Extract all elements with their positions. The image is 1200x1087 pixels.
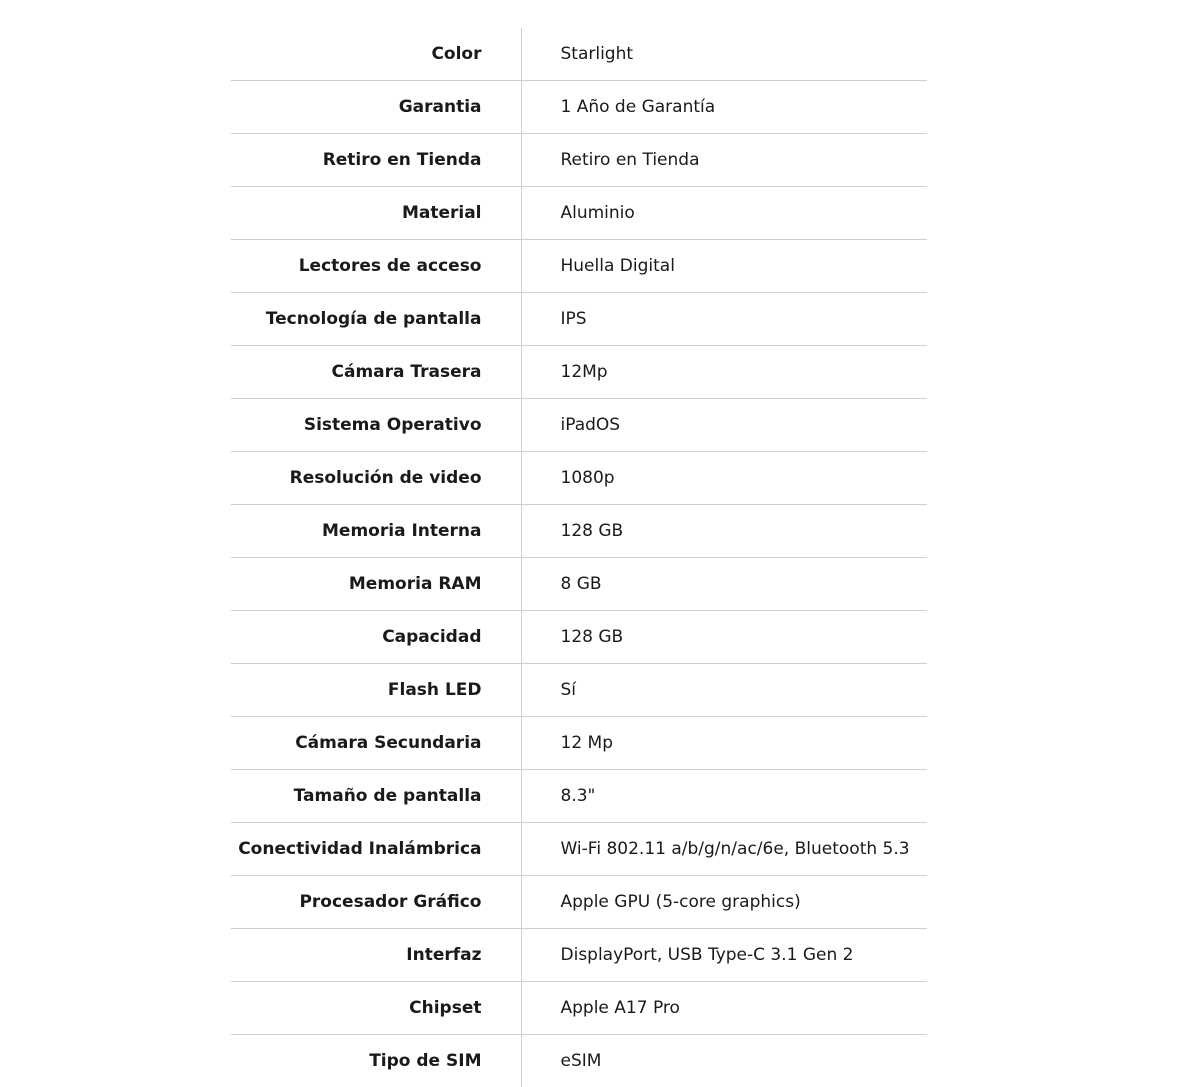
spec-row-tecnologia-de-pantalla [231, 293, 927, 346]
spec-row-capacidad [231, 611, 927, 664]
spec-row-tamano-de-pantalla [231, 770, 927, 823]
spec-value: Aluminio [521, 187, 927, 240]
spec-row-camara-trasera [231, 346, 927, 399]
spec-value: 1 Año de Garantía [521, 81, 927, 134]
spec-label: Retiro en Tienda [231, 134, 521, 187]
spec-row-garantia [231, 81, 927, 134]
spec-row-lectores-de-acceso [231, 240, 927, 293]
spec-label: Memoria RAM [231, 558, 521, 611]
spec-value: 8 GB [521, 558, 927, 611]
spec-row-resolucion-de-video [231, 452, 927, 505]
spec-label: Capacidad [231, 611, 521, 664]
spec-label: Resolución de video [231, 452, 521, 505]
spec-value: Apple GPU (5-core graphics) [521, 876, 927, 929]
spec-label: Cámara Trasera [231, 346, 521, 399]
spec-value: Starlight [521, 28, 927, 81]
spec-label: Tecnología de pantalla [231, 293, 521, 346]
spec-row-interfaz [231, 929, 927, 982]
spec-row-camara-secundaria [231, 717, 927, 770]
spec-label: Garantia [231, 81, 521, 134]
spec-row-flash-led [231, 664, 927, 717]
spec-label: Tamaño de pantalla [231, 770, 521, 823]
spec-row-sistema-operativo [231, 399, 927, 452]
spec-label: Memoria Interna [231, 505, 521, 558]
spec-label: Color [231, 28, 521, 81]
spec-label: Procesador Gráfico [231, 876, 521, 929]
spec-label: Chipset [231, 982, 521, 1035]
spec-value: 1080p [521, 452, 927, 505]
spec-value: DisplayPort, USB Type-C 3.1 Gen 2 [521, 929, 927, 982]
spec-row-chipset [231, 982, 927, 1035]
spec-value: 128 GB [521, 505, 927, 558]
spec-value: Huella Digital [521, 240, 927, 293]
spec-label: Flash LED [231, 664, 521, 717]
spec-value: 12 Mp [521, 717, 927, 770]
spec-label: Material [231, 187, 521, 240]
spec-row-memoria-interna [231, 505, 927, 558]
spec-value: IPS [521, 293, 927, 346]
spec-value: Wi-Fi 802.11 a/b/g/n/ac/6e, Bluetooth 5.3 [521, 823, 927, 876]
spec-label: Sistema Operativo [231, 399, 521, 452]
spec-value: 128 GB [521, 611, 927, 664]
spec-value: 12Mp [521, 346, 927, 399]
spec-label: Interfaz [231, 929, 521, 982]
spec-value: iPadOS [521, 399, 927, 452]
spec-row-retiro-en-tienda [231, 134, 927, 187]
spec-row-color [231, 28, 927, 81]
specifications-table [231, 28, 927, 1087]
spec-row-memoria-ram [231, 558, 927, 611]
spec-label: Cámara Secundaria [231, 717, 521, 770]
spec-row-material [231, 187, 927, 240]
spec-value: eSIM [521, 1035, 927, 1087]
spec-value: Retiro en Tienda [521, 134, 927, 187]
spec-value: 8.3" [521, 770, 927, 823]
spec-row-conectividad-inalambrica [231, 823, 927, 876]
spec-value: Sí [521, 664, 927, 717]
spec-value: Apple A17 Pro [521, 982, 927, 1035]
spec-label: Conectividad Inalámbrica [231, 823, 521, 876]
spec-row-tipo-de-sim [231, 1035, 927, 1087]
spec-label: Lectores de acceso [231, 240, 521, 293]
spec-label: Tipo de SIM [231, 1035, 521, 1087]
spec-row-procesador-grafico [231, 876, 927, 929]
